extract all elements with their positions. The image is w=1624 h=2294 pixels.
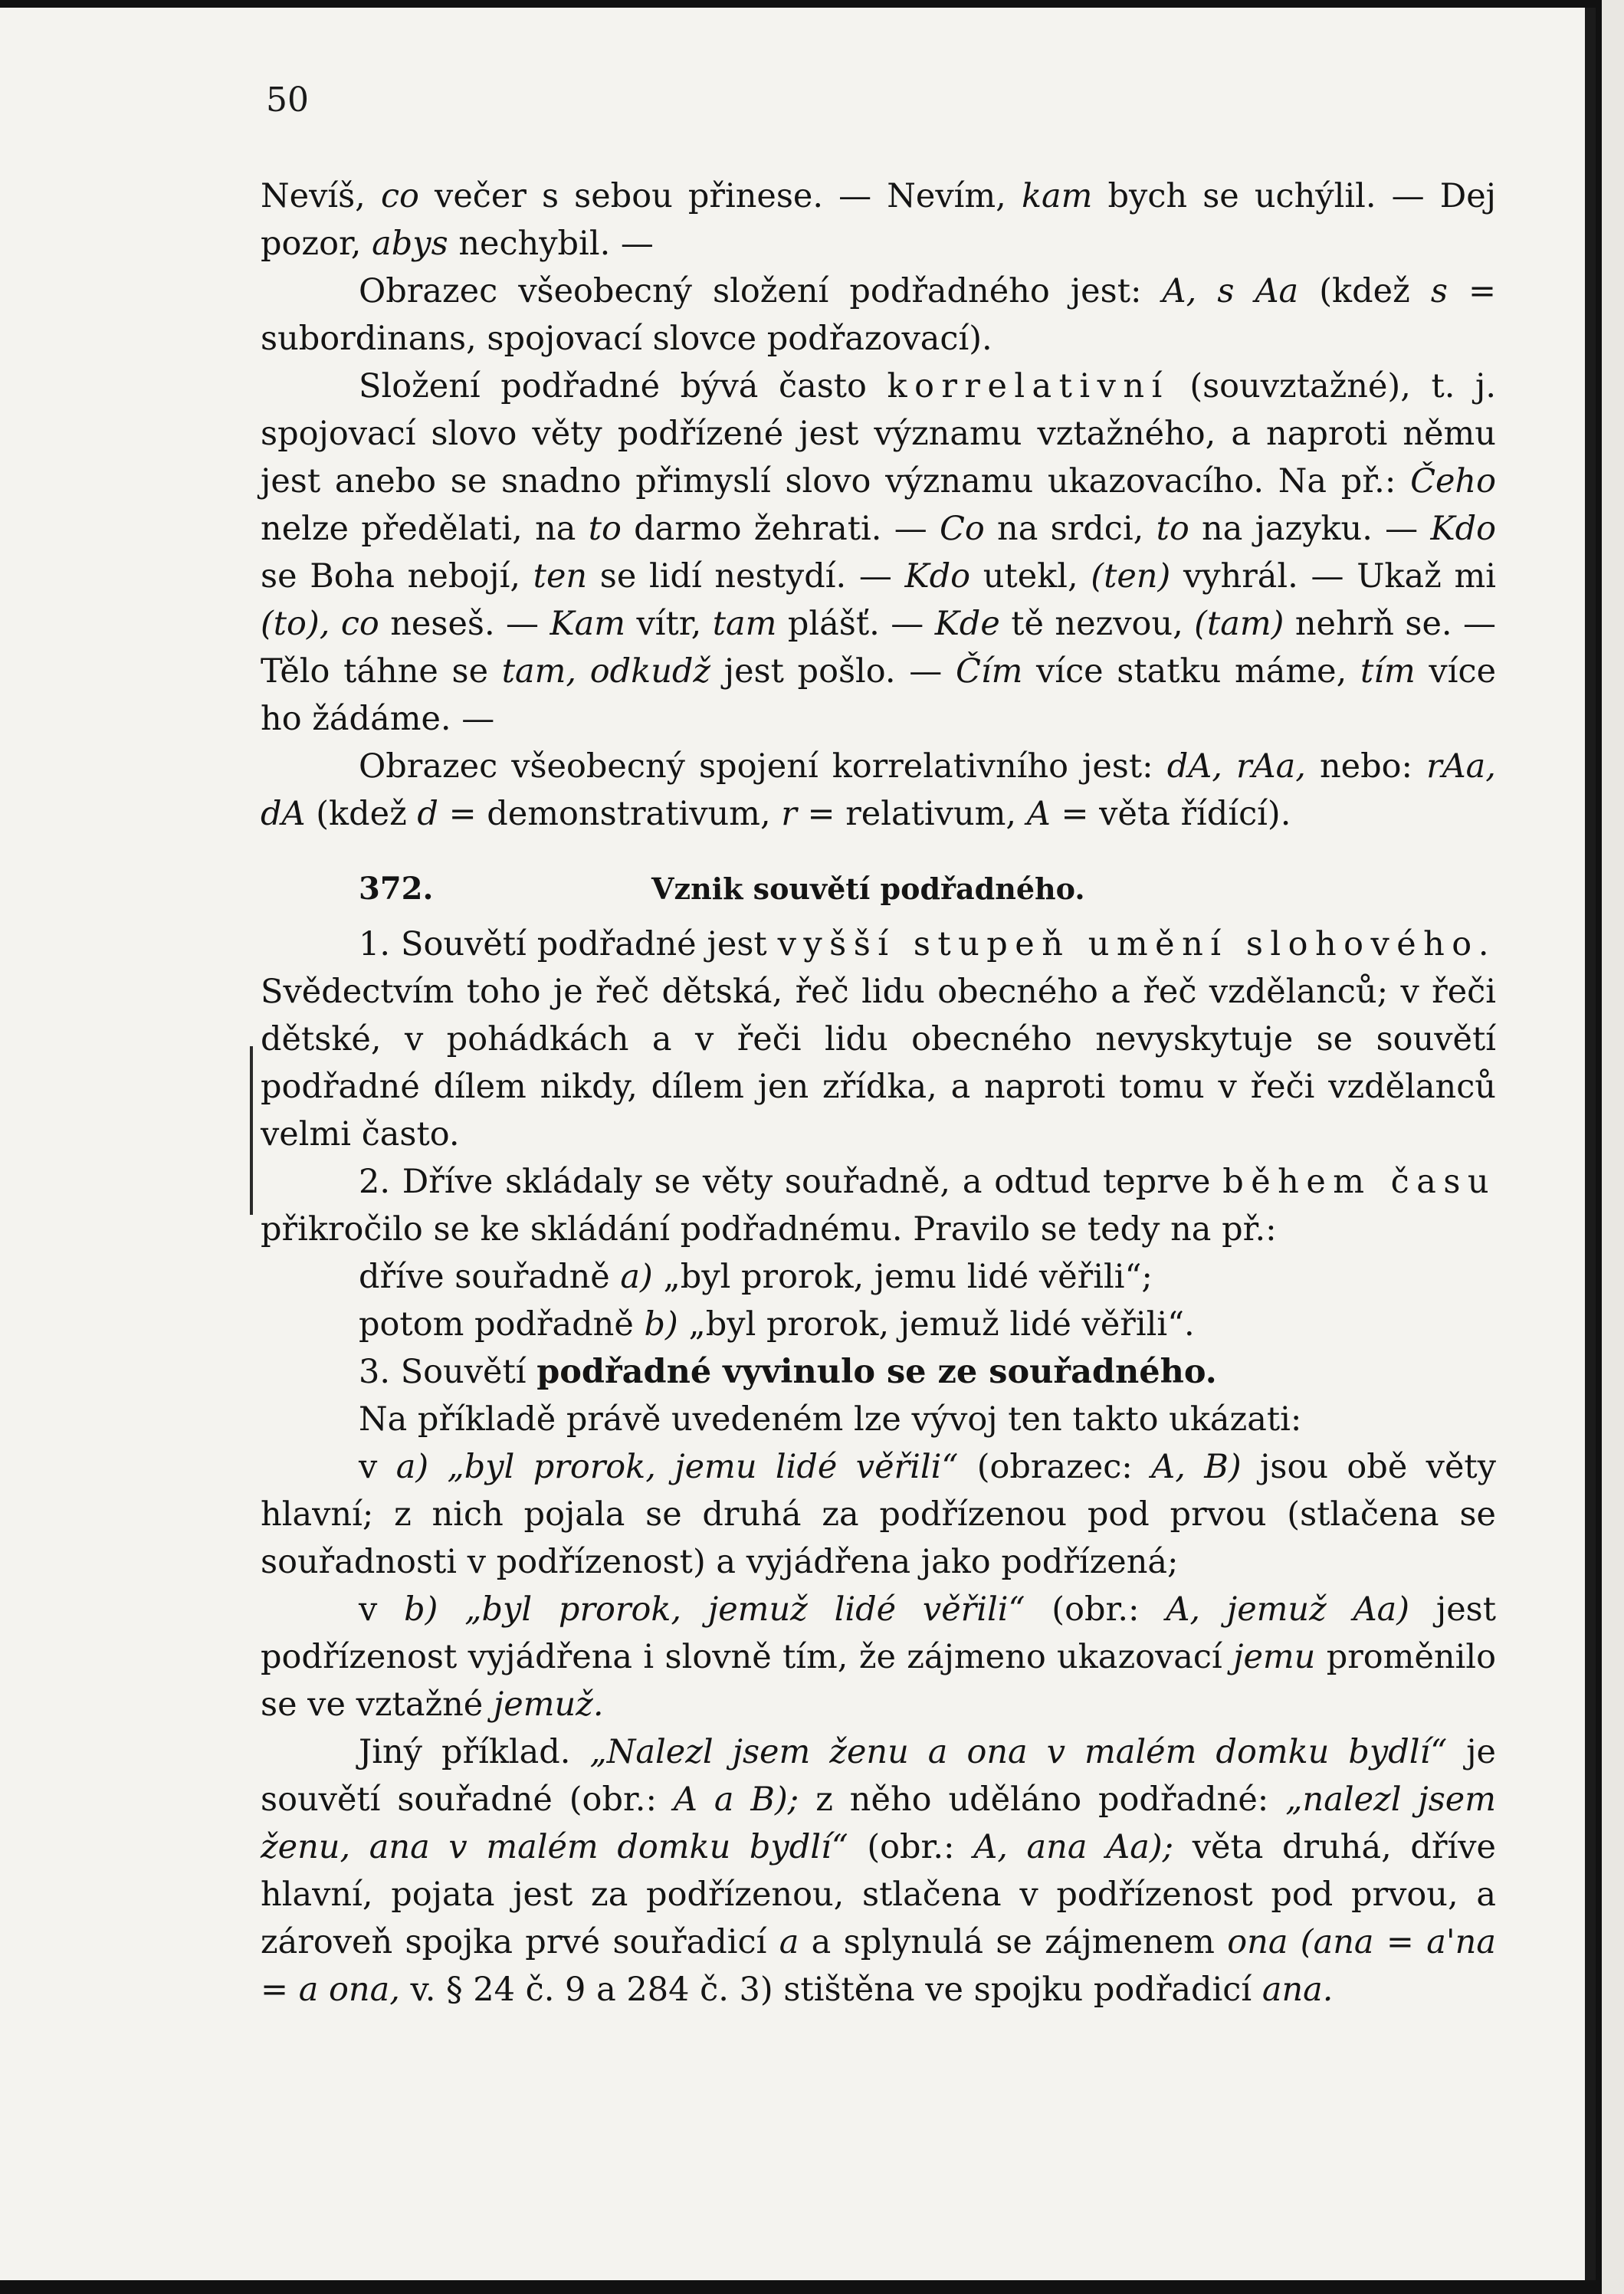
text-run: věta druhá, dříve hlavní, pojata jest za podřízenou, stlačena v podřízenost pod prvou, a zároveň spojka prvé souřadicí: [261, 1828, 1496, 1961]
text-run: plášť. —: [776, 605, 935, 643]
text-block-2: [261, 921, 1496, 2013]
text-run: z něho uděláno podřadné:: [799, 1780, 1286, 1819]
text-run: A a B);: [673, 1780, 799, 1819]
text-run: = věta řídící).: [1050, 795, 1291, 833]
text-run: rAa, dA: [261, 747, 1496, 833]
text-run: během času: [1222, 1163, 1496, 1201]
paragraph: [261, 1253, 1496, 1301]
text-run: nebo:: [1305, 747, 1427, 786]
text-run: to: [1156, 510, 1189, 548]
text-run: jest pošlo. —: [710, 652, 956, 691]
text-run: (to), co: [261, 605, 379, 643]
text-run: 1. Souvětí podřadné jest: [359, 925, 778, 963]
text-run: a) „byl prorok, jemu lidé věřili“: [395, 1448, 959, 1486]
book-page: [0, 8, 1596, 2280]
text-run: darmo žehrati. —: [621, 510, 940, 548]
paragraph: [261, 1586, 1496, 1728]
text-run: Na příkladě právě uvedeném lze vývoj ten takto ukázati:: [359, 1400, 1302, 1439]
text-run: co: [380, 177, 419, 215]
text-run: podřadné vyvinulo se ze souřadného.: [536, 1353, 1217, 1391]
text-run: jest podřízenost vyjádřena i slovně tím, že zájmeno ukazovací: [261, 1590, 1497, 1676]
paragraph: [261, 267, 1496, 363]
text-run: (obr.:: [848, 1828, 974, 1866]
text-run: neseš. —: [379, 605, 550, 643]
text-run: tě nezvou,: [999, 605, 1195, 643]
text-run: Kde: [934, 605, 1000, 643]
page-edge: [1602, 0, 1624, 2294]
text-run: 3. Souvětí: [359, 1353, 537, 1391]
text-run: dA, rAa,: [1166, 747, 1306, 786]
text-run: ona (ana = a'na = a ona,: [261, 1923, 1496, 2009]
paragraph: [261, 1158, 1496, 1253]
text-run: = demonstrativum,: [438, 795, 782, 833]
text-run: (ten): [1091, 557, 1171, 596]
text-run: a): [620, 1258, 653, 1296]
text-run: (tam): [1194, 605, 1284, 643]
text-run: dříve souřadně: [359, 1258, 621, 1296]
text-run: tam, odkudž: [501, 652, 711, 691]
text-run: Svědectvím toho je řeč dětská, řeč lidu obecného a řeč vzdělanců; v řeči dětské, v pohádkách a v řeči lidu obecného nevyskytuje se souvětí podřadné dílem nikdy, dílem jen zřídka, a naproti tomu v řeči vzdělanců velmi často.: [261, 973, 1496, 1154]
text-block-1: [261, 172, 1496, 838]
text-run: Co: [940, 510, 985, 548]
text-run: ana.: [1261, 1971, 1334, 2009]
text-run: korrelativní: [887, 367, 1170, 405]
text-run: v: [359, 1590, 405, 1629]
text-run: bych se uchýlil. — Dej pozor,: [261, 177, 1496, 263]
text-run: A: [1026, 795, 1051, 833]
text-run: Kdo: [904, 557, 971, 596]
text-run: více statku máme,: [1022, 652, 1360, 691]
paragraph: [261, 1301, 1496, 1348]
paragraph: [261, 1443, 1496, 1586]
text-run: Nevíš,: [261, 177, 381, 215]
paragraph: [261, 743, 1496, 838]
text-run: přikročilo se ke skládání podřadnému. Pravilo se tedy na př.:: [261, 1210, 1277, 1249]
text-run: na jazyku. —: [1189, 510, 1431, 548]
text-run: (kdež: [1298, 272, 1431, 310]
section-number: 372.: [359, 871, 434, 907]
text-run: = subordinans, spojovací slovce podřazovací).: [261, 272, 1496, 358]
text-run: (obrazec:: [958, 1448, 1152, 1486]
text-run: vítr,: [625, 605, 713, 643]
text-run: v. § 24 č. 9 a 284 č. 3) stištěna ve spojku podřadicí: [399, 1971, 1262, 2009]
text-run: vyšší stupeň umění slohového.: [777, 925, 1496, 963]
text-run: s: [1430, 272, 1448, 310]
text-run: 2. Dříve skládaly se věty souřadně, a odtud teprve: [359, 1163, 1223, 1201]
text-run: (kdež: [305, 795, 418, 833]
text-run: A, ana Aa);: [973, 1828, 1174, 1866]
text-run: nechybil. —: [448, 225, 654, 263]
text-run: proměnilo se ve vztažné: [261, 1638, 1496, 1724]
text-run: více ho žádáme. —: [261, 652, 1497, 738]
text-run: tam: [712, 605, 777, 643]
text-run: Kdo: [1430, 510, 1496, 548]
text-run: (souvztažné), t. j. spojovací slovo věty podřízené jest významu vztažného, a naproti němu jest anebo se snadno přimyslí slovo významu ukazovacího. Na př.:: [261, 367, 1497, 500]
text-run: jemuž.: [493, 1685, 604, 1724]
text-run: „Nalezl jsem ženu a ona v malém domku bydlí“: [589, 1733, 1448, 1771]
text-run: tím: [1360, 652, 1416, 691]
text-run: to: [588, 510, 622, 548]
text-run: nelze předělati, na: [261, 510, 589, 548]
text-run: na srdci,: [984, 510, 1156, 548]
text-run: nehrň se. — Tělo táhne se: [261, 605, 1496, 691]
text-run: a splynulá se zájmenem: [799, 1923, 1228, 1961]
text-run: potom podřadně: [359, 1305, 645, 1344]
text-run: b): [644, 1305, 678, 1344]
text-run: jsou obě věty hlavní; z nich pojala se druhá za podřízenou pod prvou (stlačena se souřadnosti v podřízenost) a vyjádřena jako podřízená;: [261, 1448, 1496, 1581]
text-run: Jiný příklad.: [359, 1733, 590, 1771]
section-title: Vznik souvětí podřadného.: [651, 871, 1085, 906]
text-run: A, B): [1151, 1448, 1242, 1486]
paragraph: [261, 1396, 1496, 1443]
text-run: a: [779, 1923, 799, 1961]
text-run: večer s sebou přinese. — Nevím,: [418, 177, 1022, 215]
text-run: jemu: [1233, 1638, 1316, 1676]
text-run: Čeho: [1410, 462, 1496, 500]
text-run: Kam: [550, 605, 626, 643]
text-run: Čím: [955, 652, 1023, 691]
paragraph: [261, 363, 1496, 743]
text-run: ten: [533, 557, 588, 596]
text-run: „byl prorok, jemuž lidé věřili“.: [677, 1305, 1195, 1344]
text-run: Obrazec všeobecný spojení korrelativního jest:: [359, 747, 1167, 786]
text-run: d: [417, 795, 438, 833]
text-run: „byl prorok, jemu lidé věřili“;: [652, 1258, 1153, 1296]
text-run: r: [781, 795, 797, 833]
text-run: b) „byl prorok, jemuž lidé věřili“: [404, 1590, 1025, 1629]
text-run: se Boha nebojí,: [261, 557, 533, 596]
text-run: „nalezl jsem ženu, ana v malém domku bydlí“: [261, 1780, 1496, 1866]
text-run: (obr.:: [1025, 1590, 1166, 1629]
text-run: = relativum,: [796, 795, 1027, 833]
text-run: abys: [372, 225, 448, 263]
text-run: A, jemuž Aa): [1166, 1590, 1410, 1629]
text-run: je souvětí souřadné (obr.:: [261, 1733, 1497, 1819]
page-number: 50: [266, 80, 309, 120]
paragraph: [261, 921, 1496, 1158]
paragraph: [261, 172, 1496, 267]
text-run: utekl,: [970, 557, 1091, 596]
text-run: se lidí nestydí. —: [587, 557, 905, 596]
margin-pencil-mark: [250, 1046, 253, 1215]
paragraph: [261, 1348, 1496, 1396]
text-run: Obrazec všeobecný složení podřadného jest:: [359, 272, 1163, 310]
text-run: kam: [1021, 177, 1093, 215]
text-run: v: [359, 1448, 396, 1486]
text-run: Složení podřadné bývá často: [359, 367, 887, 405]
paragraph: [261, 1728, 1496, 2013]
text-run: vyhrál. — Ukaž mi: [1170, 557, 1496, 596]
section-heading: [261, 865, 1496, 913]
text-run: A, s Aa: [1162, 272, 1299, 310]
page-body: [261, 172, 1496, 2013]
